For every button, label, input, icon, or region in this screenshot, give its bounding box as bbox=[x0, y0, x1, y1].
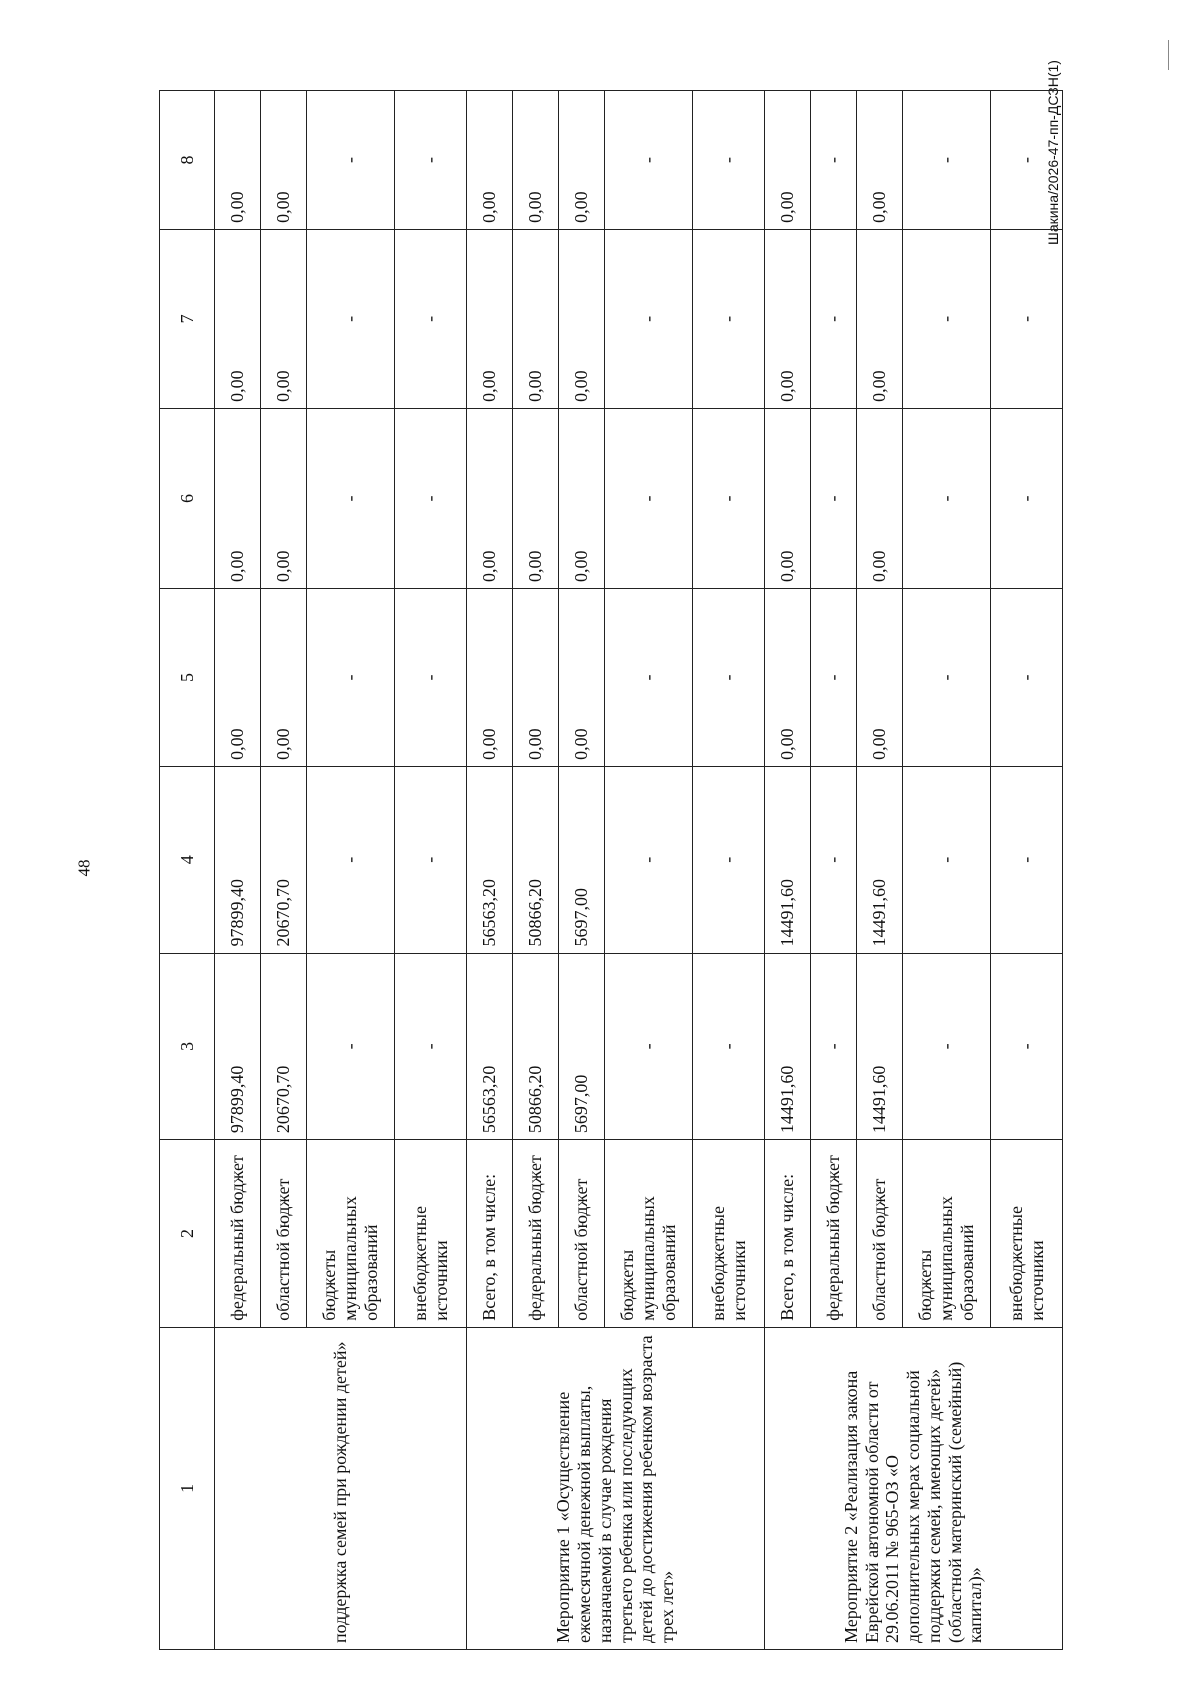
funding-source-cell: бюджеты муниципальных образований bbox=[307, 1140, 395, 1328]
amount-cell: 0,00 bbox=[513, 229, 559, 408]
funding-source-cell: федеральный бюджет bbox=[215, 1140, 261, 1328]
amount-cell: 0,00 bbox=[467, 589, 513, 767]
amount-cell: 0,00 bbox=[857, 408, 903, 588]
header-cell: 3 bbox=[160, 953, 215, 1140]
amount-cell: 0,00 bbox=[765, 229, 811, 408]
table-row bbox=[215, 91, 261, 1650]
amount-cell: - bbox=[307, 408, 395, 588]
amount-cell: - bbox=[307, 766, 395, 953]
amount-cell: - bbox=[991, 953, 1063, 1140]
amount-cell: - bbox=[605, 766, 693, 953]
amount-cell: - bbox=[991, 229, 1063, 408]
funding-source-cell: бюджеты муниципальных образований bbox=[903, 1140, 991, 1328]
amount-cell: - bbox=[693, 766, 765, 953]
amount-cell: - bbox=[903, 953, 991, 1140]
amount-cell: - bbox=[307, 953, 395, 1140]
amount-cell: 0,00 bbox=[261, 229, 307, 408]
funding-source-cell: бюджеты муниципальных образований bbox=[605, 1140, 693, 1328]
amount-cell: 14491,60 bbox=[765, 953, 811, 1140]
amount-cell: 14491,60 bbox=[765, 766, 811, 953]
amount-cell: 20670,70 bbox=[261, 766, 307, 953]
amount-cell: 97899,40 bbox=[215, 766, 261, 953]
amount-cell: - bbox=[811, 91, 857, 230]
amount-cell: - bbox=[307, 229, 395, 408]
amount-cell: - bbox=[395, 766, 467, 953]
amount-cell: - bbox=[395, 229, 467, 408]
amount-cell: 0,00 bbox=[513, 589, 559, 767]
amount-cell: - bbox=[605, 953, 693, 1140]
header-row bbox=[160, 91, 215, 1650]
amount-cell: 0,00 bbox=[215, 229, 261, 408]
amount-cell: 0,00 bbox=[261, 91, 307, 230]
header-cell: 5 bbox=[160, 589, 215, 767]
amount-cell: - bbox=[811, 229, 857, 408]
header-cell: 7 bbox=[160, 229, 215, 408]
amount-cell: 0,00 bbox=[513, 408, 559, 588]
funding-source-cell: федеральный бюджет bbox=[513, 1140, 559, 1328]
table-row bbox=[467, 91, 513, 1650]
amount-cell: - bbox=[811, 589, 857, 767]
amount-cell: 56563,20 bbox=[467, 766, 513, 953]
amount-cell: - bbox=[903, 229, 991, 408]
header-cell: 2 bbox=[160, 1140, 215, 1328]
table-row bbox=[765, 91, 811, 1650]
funding-source-cell: областной бюджет bbox=[857, 1140, 903, 1328]
amount-cell: - bbox=[605, 589, 693, 767]
amount-cell: - bbox=[693, 408, 765, 588]
header-cell: 4 bbox=[160, 766, 215, 953]
amount-cell: 0,00 bbox=[467, 408, 513, 588]
amount-cell: 0,00 bbox=[559, 91, 605, 230]
funding-source-cell: внебюджетные источники bbox=[693, 1140, 765, 1328]
amount-cell: 0,00 bbox=[857, 589, 903, 767]
amount-cell: 50866,20 bbox=[513, 766, 559, 953]
amount-cell: - bbox=[811, 766, 857, 953]
funding-source-cell: областной бюджет bbox=[559, 1140, 605, 1328]
amount-cell: 0,00 bbox=[857, 91, 903, 230]
amount-cell: - bbox=[811, 953, 857, 1140]
rotated-table-container bbox=[159, 90, 1047, 1650]
measure-title-cell: Мероприятие 1 «Осуществление ежемесячной денежной выплаты, назначаемой в случае рождения третьего ребенка или последующих детей до достижения ребенком возраста трех лет» bbox=[467, 1327, 765, 1649]
amount-cell: 0,00 bbox=[559, 589, 605, 767]
measure-title-cell: поддержка семей при рождении детей» bbox=[215, 1327, 467, 1649]
header-cell: 6 bbox=[160, 408, 215, 588]
amount-cell: - bbox=[811, 408, 857, 588]
amount-cell: - bbox=[605, 408, 693, 588]
amount-cell: - bbox=[395, 408, 467, 588]
amount-cell: 97899,40 bbox=[215, 953, 261, 1140]
amount-cell: 0,00 bbox=[513, 91, 559, 230]
amount-cell: 0,00 bbox=[559, 408, 605, 588]
page-number: 48 bbox=[74, 859, 94, 877]
amount-cell: 0,00 bbox=[215, 91, 261, 230]
amount-cell: - bbox=[395, 91, 467, 230]
funding-source-cell: внебюджетные источники bbox=[395, 1140, 467, 1328]
funding-source-cell: федеральный бюджет bbox=[811, 1140, 857, 1328]
amount-cell: - bbox=[307, 589, 395, 767]
margin-mark bbox=[1168, 40, 1169, 70]
amount-cell: - bbox=[605, 229, 693, 408]
funding-table bbox=[159, 90, 1063, 1650]
amount-cell: 0,00 bbox=[765, 408, 811, 588]
measure-title-cell: Мероприятие 2 «Реализация закона Еврейской автономной области от 29.06.2011 № 965-ОЗ «О дополнительных мерах социальной поддержки семей, имеющих детей» (областной материнский (семейный) капитал)» bbox=[765, 1327, 1063, 1649]
amount-cell: 5697,00 bbox=[559, 766, 605, 953]
funding-source-cell: Всего, в том числе: bbox=[765, 1140, 811, 1328]
amount-cell: 20670,70 bbox=[261, 953, 307, 1140]
amount-cell: - bbox=[605, 91, 693, 230]
amount-cell: 0,00 bbox=[215, 408, 261, 588]
amount-cell: - bbox=[693, 953, 765, 1140]
funding-source-cell: Всего, в том числе: bbox=[467, 1140, 513, 1328]
amount-cell: - bbox=[693, 229, 765, 408]
amount-cell: 14491,60 bbox=[857, 766, 903, 953]
header-cell: 1 bbox=[160, 1327, 215, 1649]
amount-cell: - bbox=[903, 91, 991, 230]
amount-cell: - bbox=[991, 91, 1063, 230]
document-code: Шакина/2026-47-пп-ДСЗН(1) bbox=[1045, 60, 1061, 245]
funding-source-cell: внебюджетные источники bbox=[991, 1140, 1063, 1328]
amount-cell: 0,00 bbox=[261, 589, 307, 767]
amount-cell: 0,00 bbox=[857, 229, 903, 408]
amount-cell: - bbox=[903, 408, 991, 588]
amount-cell: 50866,20 bbox=[513, 953, 559, 1140]
header-cell: 8 bbox=[160, 91, 215, 230]
funding-source-cell: областной бюджет bbox=[261, 1140, 307, 1328]
amount-cell: 0,00 bbox=[765, 589, 811, 767]
amount-cell: 0,00 bbox=[467, 229, 513, 408]
amount-cell: 0,00 bbox=[215, 589, 261, 767]
amount-cell: 56563,20 bbox=[467, 953, 513, 1140]
amount-cell: - bbox=[991, 589, 1063, 767]
amount-cell: - bbox=[903, 766, 991, 953]
amount-cell: 0,00 bbox=[467, 91, 513, 230]
amount-cell: 0,00 bbox=[559, 229, 605, 408]
amount-cell: - bbox=[693, 589, 765, 767]
amount-cell: - bbox=[395, 589, 467, 767]
amount-cell: 5697,00 bbox=[559, 953, 605, 1140]
amount-cell: 0,00 bbox=[261, 408, 307, 588]
amount-cell: - bbox=[307, 91, 395, 230]
amount-cell: - bbox=[395, 953, 467, 1140]
amount-cell: 0,00 bbox=[765, 91, 811, 230]
amount-cell: - bbox=[693, 91, 765, 230]
amount-cell: - bbox=[991, 408, 1063, 588]
amount-cell: 14491,60 bbox=[857, 953, 903, 1140]
amount-cell: - bbox=[903, 589, 991, 767]
amount-cell: - bbox=[991, 766, 1063, 953]
